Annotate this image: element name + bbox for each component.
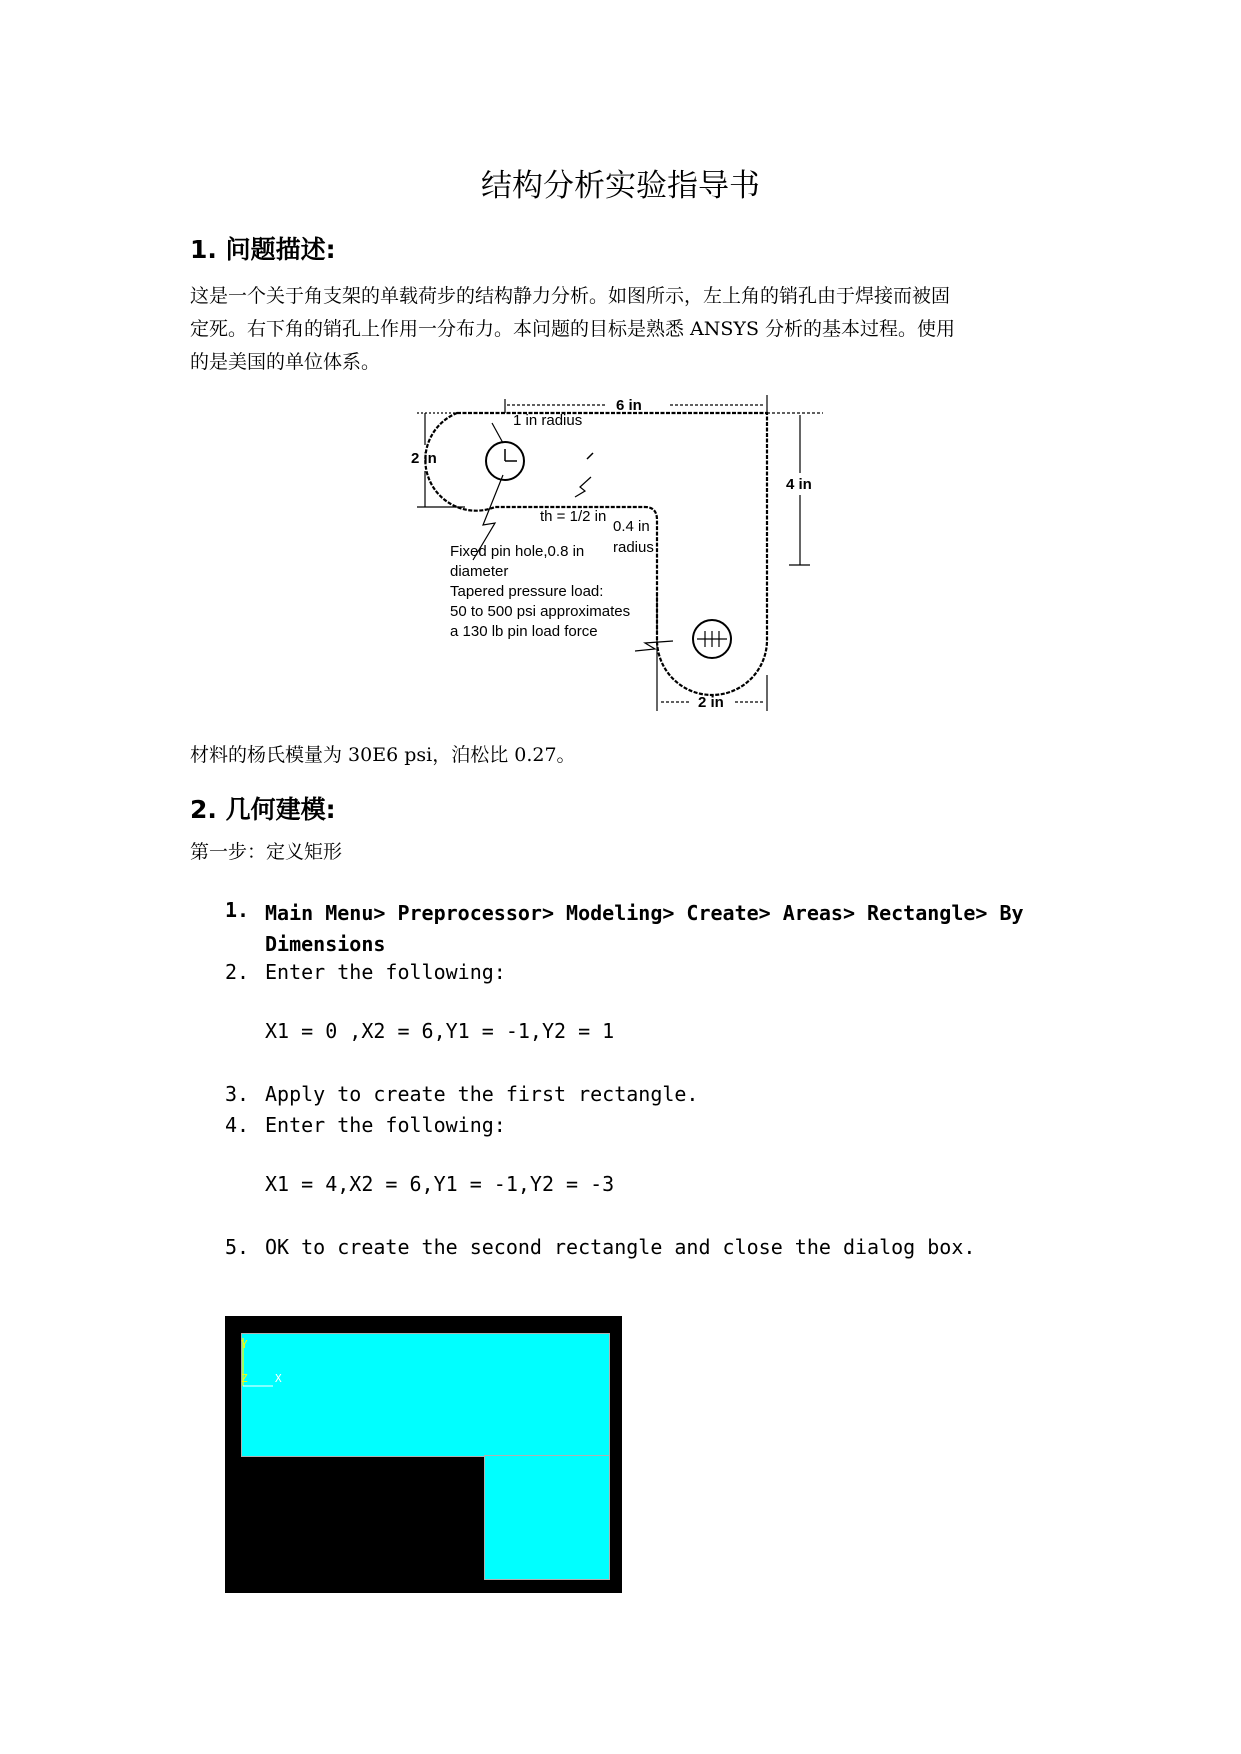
coordinate-values: X1 = 0 ,X2 = 6,Y1 = -1,Y2 = 1	[265, 1019, 615, 1043]
axis-x-label: X	[275, 1372, 282, 1385]
step-text: Enter the following:	[265, 960, 506, 984]
step-text: OK to create the second rectangle and close the dialog box.	[265, 1235, 976, 1259]
section1-heading: 1. 问题描述:	[190, 235, 336, 264]
pin-note-line: diameter	[450, 563, 509, 580]
step-number: 1.	[225, 898, 250, 922]
para-line: 的是美国的单位体系。	[190, 351, 381, 373]
dim-2in-bottom-label: 2 in	[698, 694, 724, 711]
axis-triad	[239, 1334, 299, 1394]
radius2-label-b: radius	[613, 539, 654, 556]
dim-2in-left-label: 2 in	[411, 450, 437, 467]
load-note-line: 50 to 500 psi approximates	[450, 603, 631, 620]
load-note-line: a 130 lb pin load force	[450, 623, 598, 640]
pin-note-line: Fixed pin hole,0.8 in	[450, 543, 585, 560]
dim-6in-label: 6 in	[616, 397, 642, 414]
coordinate-values: X1 = 4,X2 = 6,Y1 = -1,Y2 = -3	[265, 1172, 615, 1196]
step-text: Enter the following:	[265, 1113, 506, 1137]
step-number: 4.	[225, 1113, 250, 1137]
step-label: 第一步：定义矩形	[190, 841, 343, 863]
thickness-label: th = 1/2 in	[540, 508, 607, 525]
para-line: 这是一个关于角支架的单载荷步的结构静力分析。如图所示，左上角的销孔由于焊接而被固	[190, 285, 951, 307]
list-item	[225, 898, 1065, 960]
step-number: 3.	[225, 1082, 250, 1106]
axis-y-label: Y	[241, 1338, 248, 1351]
section2-heading: 2. 几何建模:	[190, 795, 336, 824]
list-item	[225, 1082, 1065, 1113]
step-number: 2.	[225, 960, 250, 984]
list-item	[225, 1235, 1065, 1259]
ansys-graphics-window	[225, 1316, 622, 1593]
step-number: 5.	[225, 1235, 250, 1259]
second-rectangle-area	[484, 1455, 610, 1580]
menu-path-line: Dimensions	[265, 932, 386, 956]
material-properties: 材料的杨氏模量为 30E6 psi，泊松比 0.27。	[190, 744, 576, 766]
page-title: 结构分析实验指导书	[481, 168, 760, 204]
list-item	[225, 960, 1065, 1019]
bracket-diagram	[405, 395, 835, 715]
axis-z-label: Z	[241, 1372, 248, 1385]
radius2-label-a: 0.4 in	[613, 518, 650, 535]
menu-path-line: Main Menu> Preprocessor> Modeling> Create> Areas> Rectangle> By	[265, 901, 1024, 925]
list-item	[225, 1113, 1065, 1172]
step-text: Apply to create the first rectangle.	[265, 1082, 699, 1106]
load-note-line: Tapered pressure load:	[450, 583, 604, 600]
step-list	[225, 898, 1065, 1259]
para-line: 定死。右下角的销孔上作用一分布力。本问题的目标是熟悉 ANSYS 分析的基本过程。使用	[190, 318, 956, 340]
dim-4in-label: 4 in	[786, 476, 812, 493]
menu-path	[265, 898, 1065, 960]
radius1-label: 1 in radius	[513, 412, 583, 429]
section1-paragraph	[190, 280, 1060, 379]
